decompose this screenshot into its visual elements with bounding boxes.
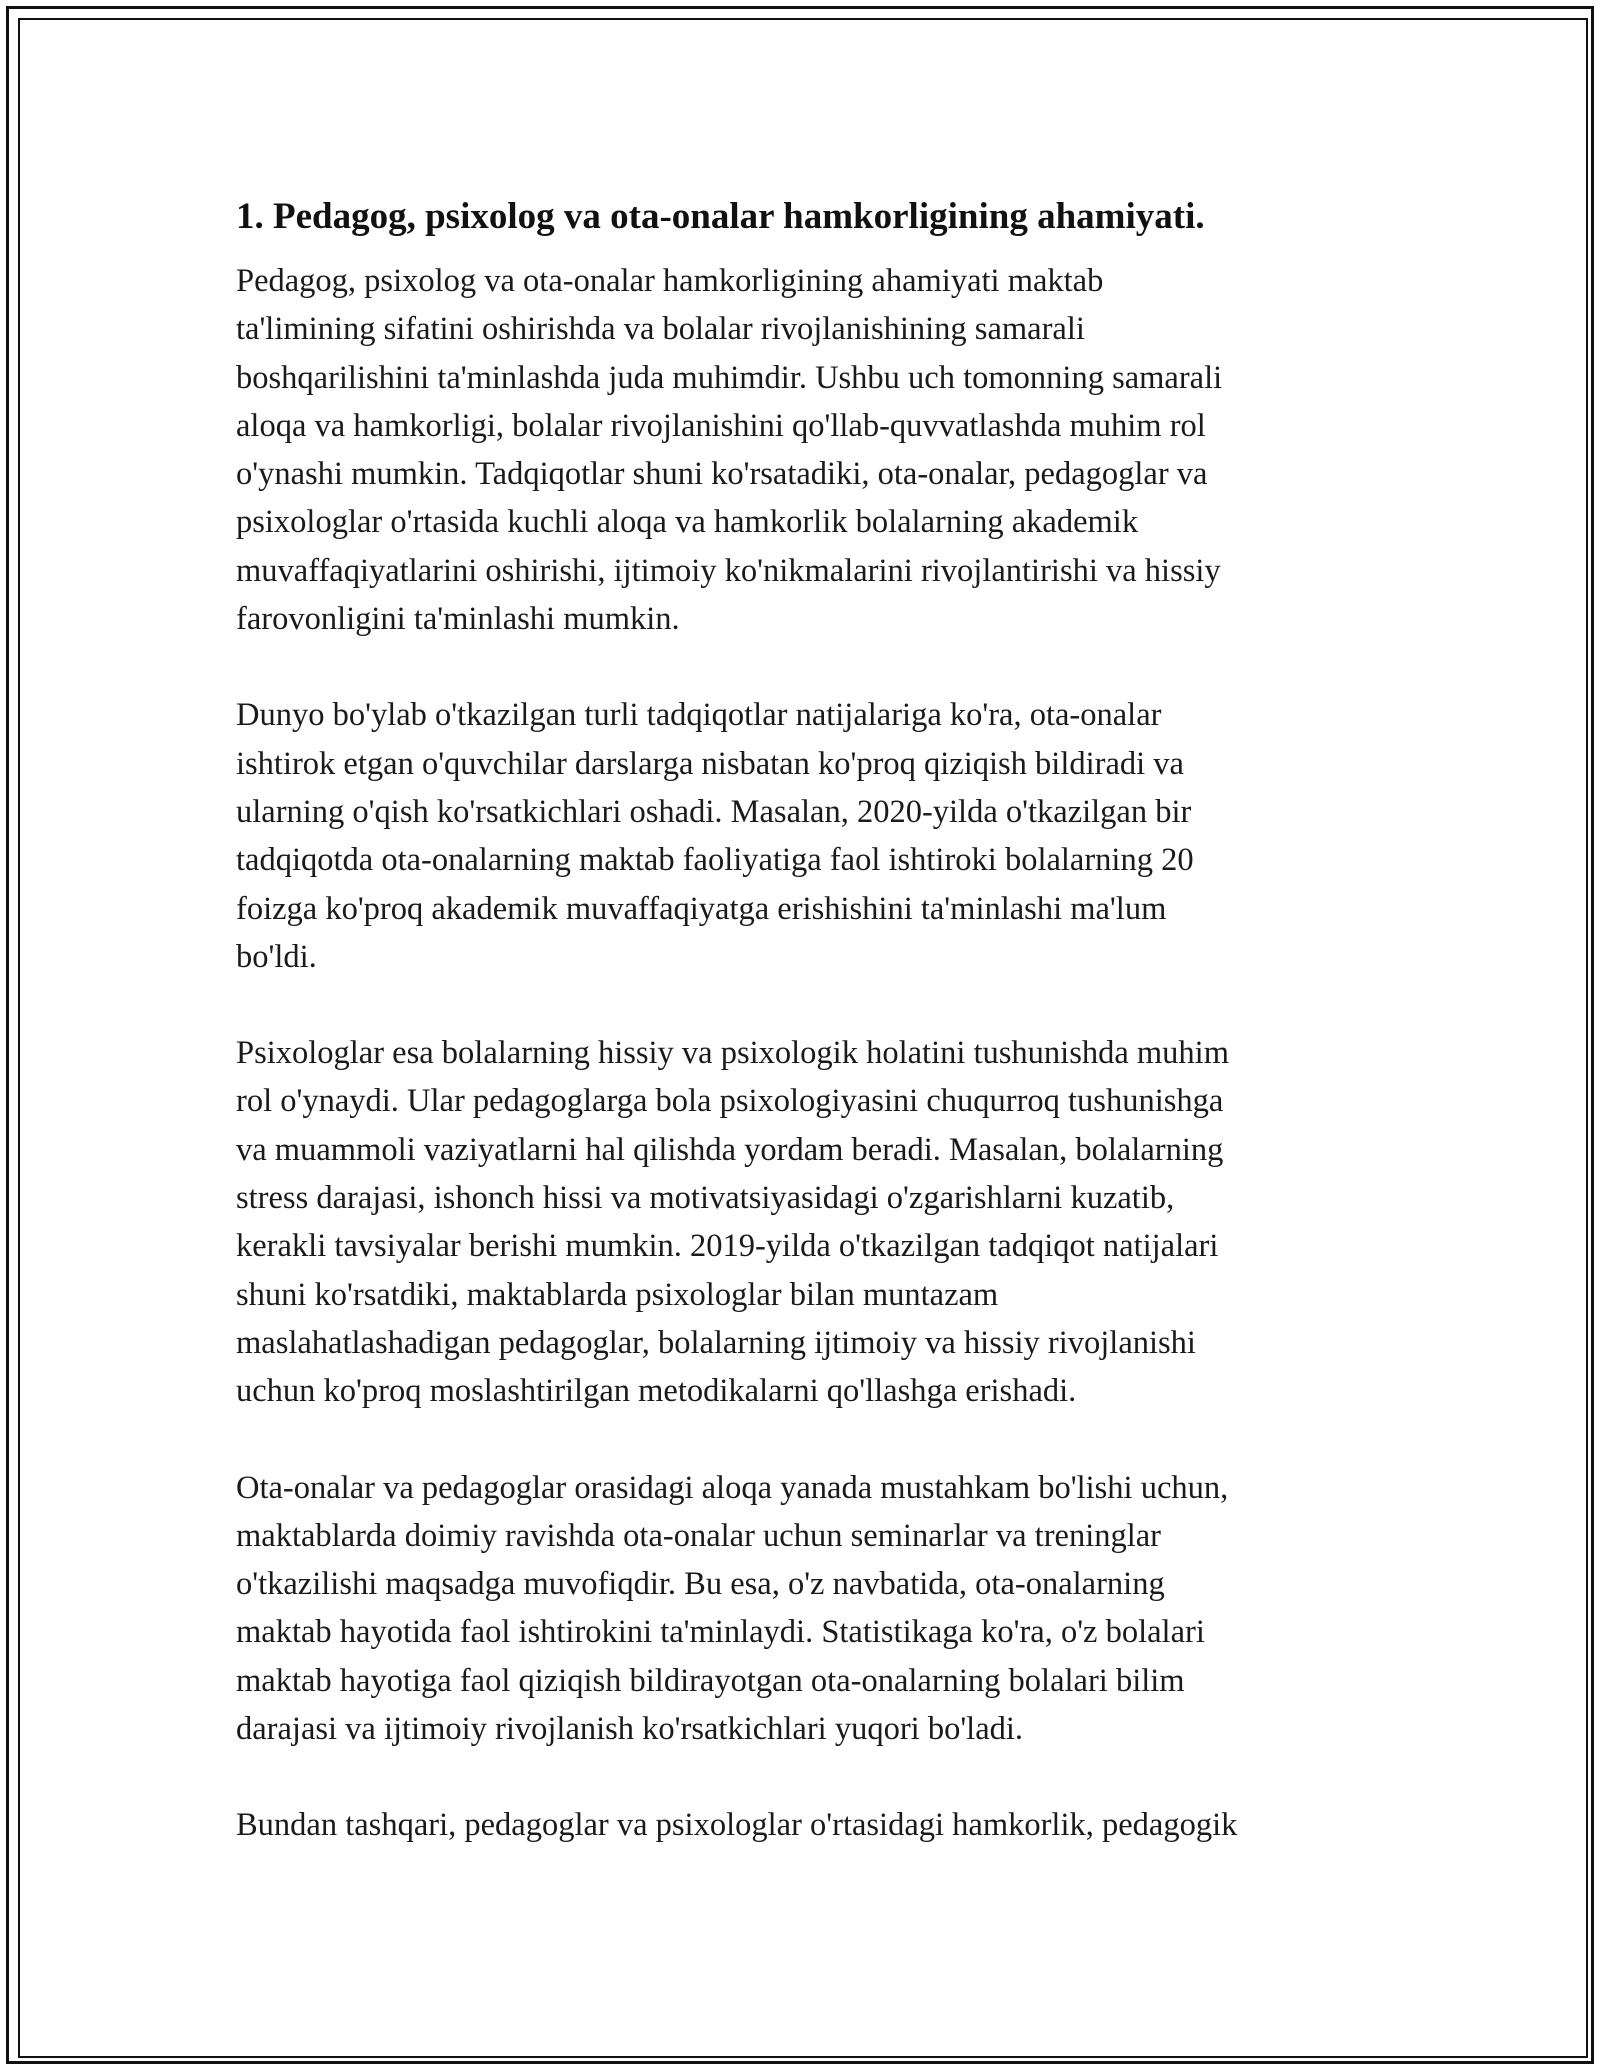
paragraph-4 [236,1464,1386,1754]
paragraph-line: shuni ko'rsatdiki, maktablarda psixologlar bilan muntazam [236,1276,999,1313]
paragraph-line: rol o'ynaydi. Ular pedagoglarga bola psixologiyasini chuqurroq tushunishga [236,1083,1224,1120]
paragraph-line: ularning o'qish ko'rsatkichlari oshadi. Masalan, 2020-yilda o'tkazilgan bir [236,793,1192,830]
paragraph-3 [236,1029,1386,1415]
paragraph-line: tadqiqotda ota-onalarning maktab faoliyatiga faol ishtiroki bolalarning 20 [236,842,1194,879]
paragraph-line: psixologlar o'rtasida kuchli aloqa va hamkorlik bolalarning akademik [236,504,1139,541]
paragraph-line: foizga ko'proq akademik muvaffaqiyatga erishishini ta'minlashi ma'lum [236,890,1167,927]
paragraph-line: stress darajasi, ishonch hissi va motivatsiyasidagi o'zgarishlarni kuzatib, [236,1180,1175,1217]
paragraph-line: Bundan tashqari, pedagoglar va psixologlar o'rtasidagi hamkorlik, pedagogik [236,1807,1238,1844]
section-heading: 1. Pedagog, psixolog va ota-onalar hamkorligining ahamiyati. [236,196,1205,237]
paragraph-line: ishtirok etgan o'quvchilar darslarga nisbatan ko'proq qiziqish bildiradi va [236,745,1184,782]
paragraph-line: bo'ldi. [236,938,317,975]
paragraph-line: aloqa va hamkorligi, bolalar rivojlanishini qo'llab-quvvatlashda muhim rol [236,407,1206,444]
paragraph-line: o'ynashi mumkin. Tadqiqotlar shuni ko'rsatadiki, ota-onalar, pedagoglar va [236,456,1208,493]
paragraph-line: Ota-onalar va pedagoglar orasidagi aloqa yanada mustahkam bo'lishi uchun, [236,1469,1229,1506]
paragraph-line: ta'limining sifatini oshirishda va bolalar rivojlanishining samarali [236,311,1085,348]
paragraph-line: uchun ko'proq moslashtirilgan metodikalarni qo'llashga erishadi. [236,1373,1077,1410]
paragraph-line: Dunyo bo'ylab o'tkazilgan turli tadqiqotlar natijalariga ko'ra, ota-onalar [236,697,1162,734]
paragraph-line: Psixologlar esa bolalarning hissiy va psixologik holatini tushunishda muhim [236,1035,1229,1072]
paragraph-line: Pedagog, psixolog va ota-onalar hamkorligining ahamiyati maktab [236,263,1104,299]
paragraph-line: maktab hayotida faol ishtirokini ta'minlaydi. Statistikaga ko'ra, o'z bolalari [236,1614,1205,1651]
paragraph-line: darajasi va ijtimoiy rivojlanish ko'rsatkichlari yuqori bo'ladi. [236,1711,1024,1748]
paragraph-line: muvaffaqiyatlarini oshirishi, ijtimoiy ko'nikmalarini rivojlantirishi va hissiy [236,552,1221,589]
paragraph-5 [236,1801,1386,1849]
paragraph-line: maktablarda doimiy ravishda ota-onalar uchun seminarlar va treninglar [236,1517,1161,1554]
paragraph-line: o'tkazilishi maqsadga muvofiqdir. Bu esa, o'z navbatida, ota-onalarning [236,1566,1165,1603]
paragraph-line: va muammoli vaziyatlarni hal qilishda yordam beradi. Masalan, bolalarning [236,1131,1224,1168]
paragraph-line: maktab hayotiga faol qiziqish bildirayotgan ota-onalarning bolalari bilim [236,1662,1185,1699]
paragraph-line: boshqarilishini ta'minlashda juda muhimdir. Ushbu uch tomonning samarali [236,359,1223,396]
paragraph-line: farovonligini ta'minlashi mumkin. [236,601,680,638]
paragraph-1 [236,257,1386,643]
paragraph-line: kerakli tavsiyalar berishi mumkin. 2019-yilda o'tkazilgan tadqiqot natijalari [236,1228,1219,1265]
paragraph-line: maslahatlashadigan pedagoglar, bolalarning ijtimoiy va hissiy rivojlanishi [236,1324,1196,1361]
paragraph-2 [236,691,1386,981]
document-body [236,188,1386,1850]
